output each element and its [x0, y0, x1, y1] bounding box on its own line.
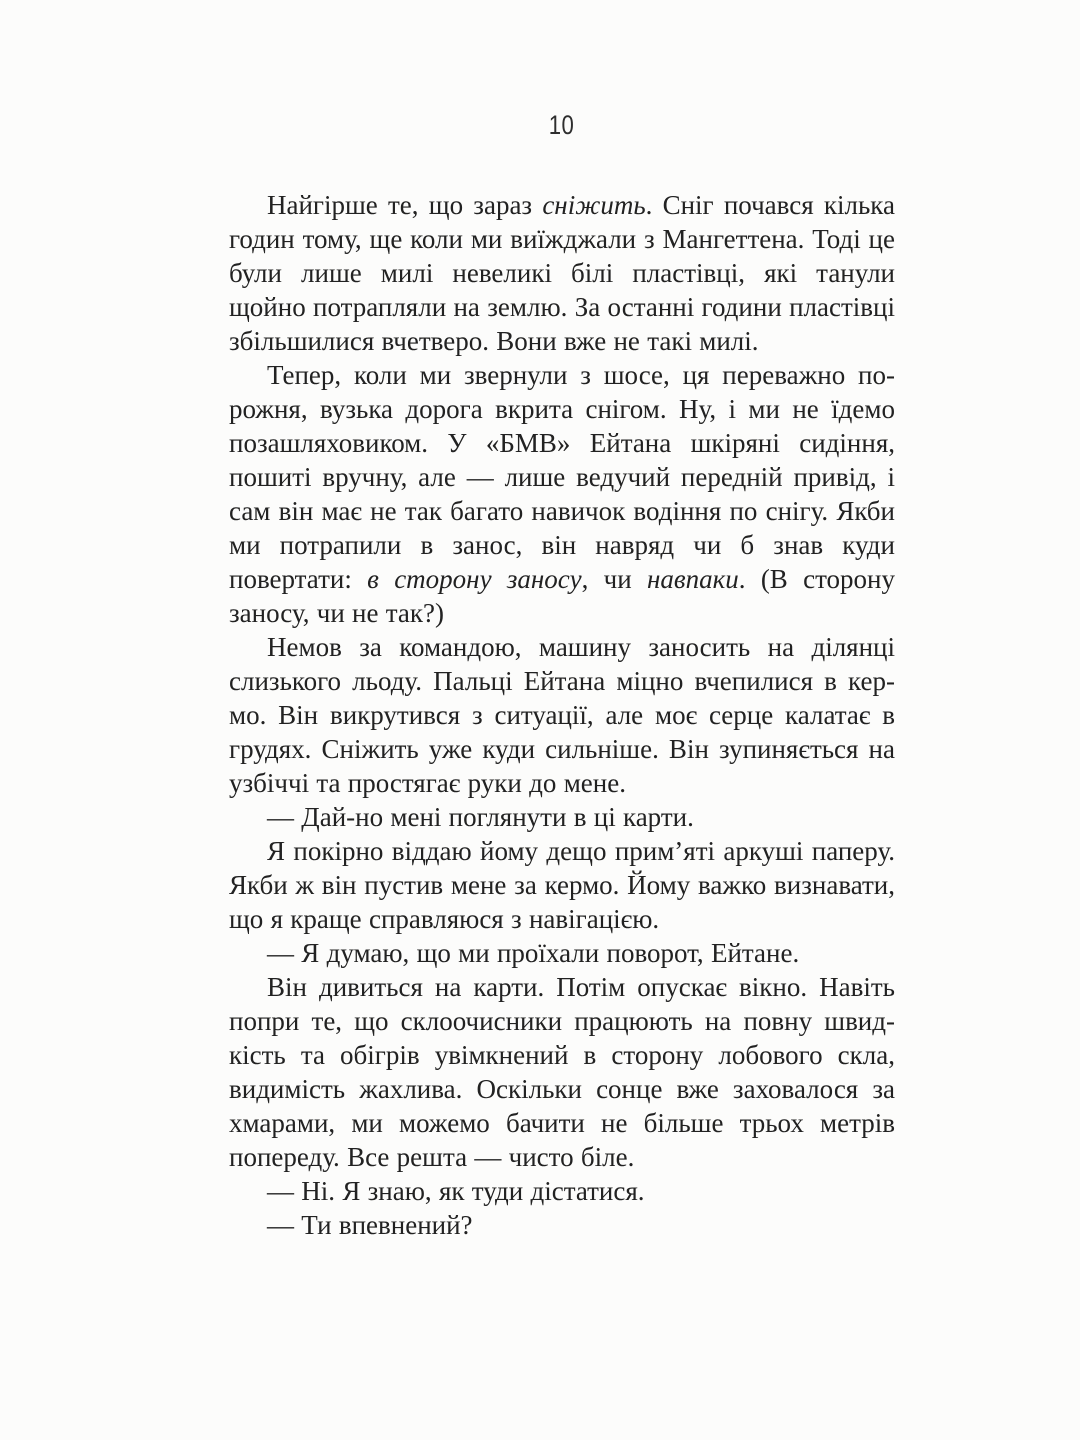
prose-paragraph: Немов за командою, машину заносить на ділянці слизького льоду. Пальці Ейтана міцно вчепилися в кермо. Він викрутився з ситуації, але моє серце калатає в грудях. Сніжить уже куди сильніше. Він зупиняється на узбіччі та простягає руки до мене. — [229, 632, 895, 798]
dialogue-paragraph: — Ні. Я знаю, як туди дістатися. — [267, 1176, 645, 1206]
prose-paragraph: Тепер, коли ми звернули з шосе, ця переважно порожня, вузька дорога вкрита снігом. Ну, і ми не їдемо позашляховиком. У «БМВ» Ейтана шкіряні сидіння, пошиті вручну, але — лише ведучий передній привід, і сам він має не так багато навичок водіння по снігу. Якби ми потрапили в занос, він навряд чи б знав куди повертати: в сторону заносу, чи навпаки. (В сторону заносу, чи не так?) — [229, 360, 896, 628]
prose-paragraph: Найгірше те, що зараз сніжить. Сніг почався кілька годин тому, ще коли ми виїжджали з Мангеттена. Тоді це були лише милі невеликі білі пластівці, які танули щойно потрапляли на землю. За останні години пластівці збільшилися вчетверо. Вони вже не такі милі. — [229, 190, 895, 356]
italic-run: навпаки — [647, 564, 739, 594]
italic-run: сніжить — [542, 190, 646, 220]
dialogue-paragraph: — Ти впевнений? — [267, 1210, 473, 1240]
italic-run: в сторону заносу — [367, 564, 582, 594]
page-number-value: 10 — [549, 110, 575, 140]
page-number — [229, 110, 895, 141]
prose-paragraph: Він дивиться на карти. Потім опускає вікно. Навіть попри те, що склоочисники працюють на повну швидкість та обігрів увімкнений в сторону лобового скла, видимість жахлива. Оскільки сонце вже заховалося за хмарами, ми можемо бачити не більше трьох метрів попереду. Все решта — чисто біле. — [229, 972, 895, 1172]
text-block — [229, 188, 895, 1242]
dialogue-paragraph: — Я думаю, що ми проїхали поворот, Ейтане. — [267, 938, 800, 968]
prose-paragraph: Я покірно віддаю йому дещо прим’яті аркуші паперу. Якби ж він пустив мене за кермо. Йому важко визнавати, що я краще справляюся з навігацією. — [229, 836, 895, 934]
dialogue-paragraph: — Дай-но мені поглянути в ці карти. — [267, 802, 694, 832]
